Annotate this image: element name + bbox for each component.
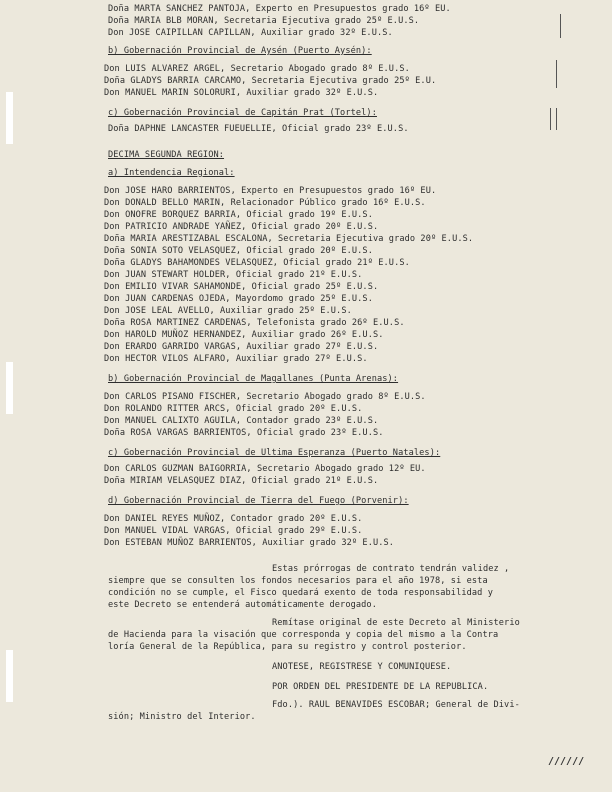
employee-line: Doña ROSA MARTINEZ CARDENAS, Telefonista grado 26º E.U.S.	[104, 318, 405, 328]
employee-line: Doña MARTA SANCHEZ PANTOJA, Experto en Presupuestos grado 16º EU.	[108, 4, 451, 14]
section-heading-ultima-esperanza: c) Gobernación Provincial de Ultima Esperanza (Puerto Natales):	[108, 448, 441, 458]
employee-line: Doña MARIA BLB MORAN, Secretaria Ejecutiva grado 25º E.U.S.	[108, 16, 420, 26]
employee-line: Don CARLOS PISANO FISCHER, Secretario Abogado grado 8º E.U.S.	[104, 392, 426, 402]
binding-hole-middle	[6, 362, 13, 414]
section-heading-tierra-del-fuego: d) Gobernación Provincial de Tierra del Fuego (Porvenir):	[108, 496, 409, 506]
employee-line: Don PATRICIO ANDRADE YAÑEZ, Oficial grado 20º E.U.S.	[104, 222, 379, 232]
employee-line: Don ONOFRE BORQUEZ BARRIA, Oficial grado 19º E.U.S.	[104, 210, 373, 220]
employee-line: Don CARLOS GUZMAN BAIGORRIA, Secretario Abogado grado 12º EU.	[104, 464, 426, 474]
por-orden-line: POR ORDEN DEL PRESIDENTE DE LA REPUBLICA.	[272, 682, 489, 692]
employee-line: Don JOSE HARO BARRIENTOS, Experto en Presupuestos grado 16º EU.	[104, 186, 437, 196]
margin-tick	[560, 14, 561, 38]
employee-line: Don MANUEL MARIN SOLORURI, Auxiliar grado 32º E.U.S.	[104, 88, 379, 98]
closing-paragraph-line: Estas prórrogas de contrato tendrán validez ,	[272, 564, 510, 574]
margin-tick	[556, 60, 557, 88]
employee-line: Don MANUEL CALIXTO AGUILA, Contador grado 23º E.U.S.	[104, 416, 379, 426]
signature-line: Fdo.). RAUL BENAVIDES ESCOBAR; General de Divi-	[272, 700, 520, 710]
margin-tick	[550, 108, 551, 130]
employee-line: Doña DAPHNE LANCASTER FUEUELLIE, Oficial grado 23º E.U.S.	[108, 124, 409, 134]
employee-line: Don HAROLD MUÑOZ HERNANDEZ, Auxiliar grado 26º E.U.S.	[104, 330, 384, 340]
employee-line: Don DONALD BELLO MARIN, Relacionador Público grado 16º E.U.S.	[104, 198, 426, 208]
employee-line: Doña SONIA SOTO VELASQUEZ, Oficial grado 20º E.U.S.	[104, 246, 373, 256]
closing-paragraph-line: condición no se cumple, el Fisco quedará exento de toda responsabilidad y	[108, 588, 493, 598]
employee-line: Don HECTOR VILOS ALFARO, Auxiliar grado 27º E.U.S.	[104, 354, 368, 364]
employee-line: Don MANUEL VIDAL VARGAS, Oficial grado 29º E.U.S.	[104, 526, 363, 536]
anotese-line: ANOTESE, REGISTRESE Y COMUNIQUESE.	[272, 662, 452, 672]
section-heading-capitan-prat: c) Gobernación Provincial de Capitán Prat (Tortel):	[108, 108, 377, 118]
closing-paragraph-line: siempre que se consulten los fondos necesarios para el año 1978, si esta	[108, 576, 488, 586]
closing-paragraph-line: este Decreto se entenderá automáticamente derogado.	[108, 600, 377, 610]
employee-line: Don JUAN STEWART HOLDER, Oficial grado 21º E.U.S.	[104, 270, 363, 280]
margin-tick	[556, 108, 557, 130]
section-heading-intendencia: a) Intendencia Regional:	[108, 168, 235, 178]
employee-line: Don ROLANDO RITTER ARCS, Oficial grado 20º E.U.S.	[104, 404, 363, 414]
employee-line: Don JOSE LEAL AVELLO, Auxiliar grado 25º E.U.S.	[104, 306, 352, 316]
section-heading-aysen: b) Gobernación Provincial de Aysén (Puerto Aysén):	[108, 46, 372, 56]
section-heading-magallanes: b) Gobernación Provincial de Magallanes (Punta Arenas):	[108, 374, 399, 384]
employee-line: Doña MIRIAM VELASQUEZ DIAZ, Oficial grado 21º E.U.S.	[104, 476, 379, 486]
employee-line: Don ESTEBAN MUÑOZ BARRIENTOS, Auxiliar grado 32º E.U.S.	[104, 538, 395, 548]
binding-hole-bottom	[6, 650, 13, 702]
signature-line: sión; Ministro del Interior.	[108, 712, 256, 722]
employee-line: Doña GLADYS BARRIA CARCAMO, Secretaria Ejecutiva grado 25º E.U.	[104, 76, 437, 86]
employee-line: Don ERARDO GARRIDO VARGAS, Auxiliar grado 27º E.U.S.	[104, 342, 379, 352]
closing-paragraph-line: loría General de la República, para su registro y control posterior.	[108, 642, 467, 652]
end-marks: //////	[548, 756, 585, 767]
closing-paragraph-line: Remítase original de este Decreto al Ministerio	[272, 618, 520, 628]
employee-line: Don EMILIO VIVAR SAHAMONDE, Oficial grado 25º E.U.S.	[104, 282, 379, 292]
employee-line: Don JOSE CAIPILLAN CAPILLAN, Auxiliar grado 32º E.U.S.	[108, 28, 393, 38]
employee-line: Don LUIS ALVAREZ ARGEL, Secretario Abogado grado 8º E.U.S.	[104, 64, 410, 74]
binding-hole-top	[6, 92, 13, 144]
region-heading: DECIMA SEGUNDA REGION:	[108, 150, 225, 160]
employee-line: Doña MARIA ARESTIZABAL ESCALONA, Secretaria Ejecutiva grado 20º E.U.S.	[104, 234, 474, 244]
employee-line: Don DANIEL REYES MUÑOZ, Contador grado 20º E.U.S.	[104, 514, 363, 524]
employee-line: Doña GLADYS BAHAMONDES VELASQUEZ, Oficial grado 21º E.U.S.	[104, 258, 410, 268]
closing-paragraph-line: de Hacienda para la visación que corresponda y copia del mismo a la Contra	[108, 630, 499, 640]
employee-line: Don JUAN CARDENAS OJEDA, Mayordomo grado 25º E.U.S.	[104, 294, 373, 304]
employee-line: Doña ROSA VARGAS BARRIENTOS, Oficial grado 23º E.U.S.	[104, 428, 384, 438]
